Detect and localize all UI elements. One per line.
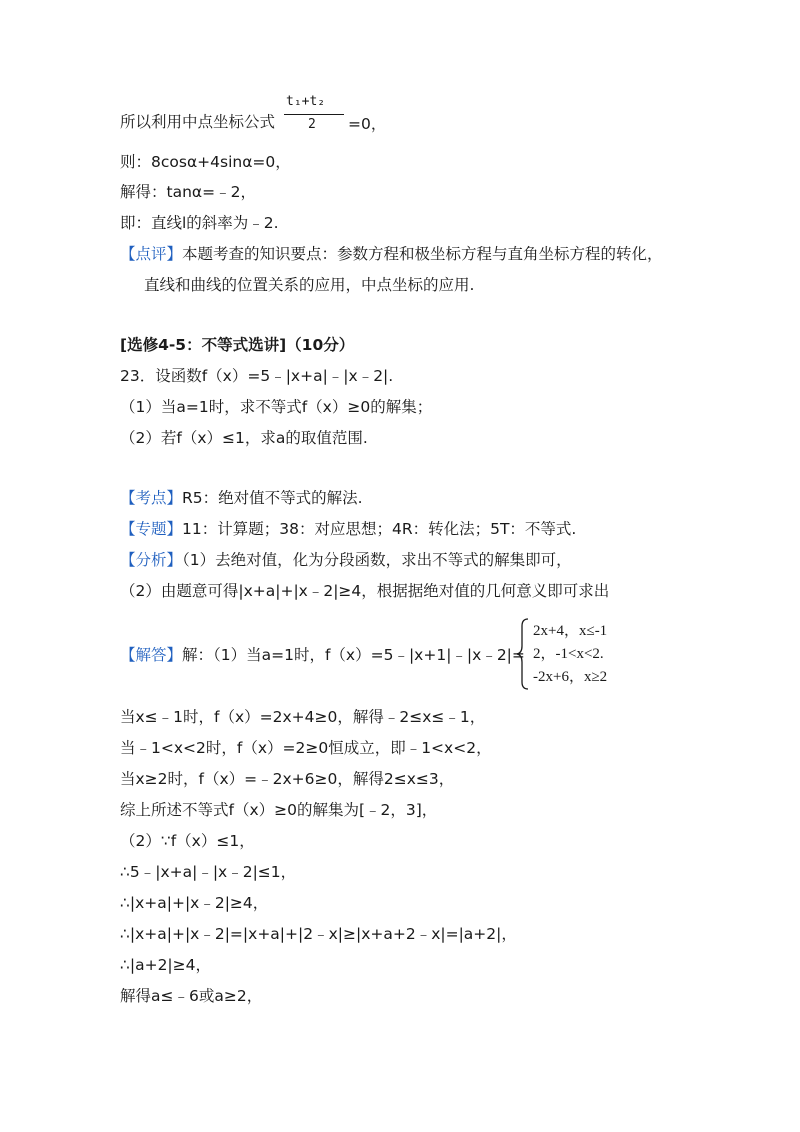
comment-line-2: 直线和曲线的位置关系的应用，中点坐标的应用.: [144, 276, 475, 294]
comment-line-1: [120, 244, 663, 264]
piecewise-cases: [533, 620, 607, 689]
kaodian-tag: 【考点】: [120, 489, 183, 507]
left-brace-icon: [516, 618, 530, 690]
kaodian-text: R5：绝对值不等式的解法.: [182, 489, 363, 507]
fenxi-tag: 【分析】: [120, 551, 183, 569]
problem-question-2: （2）若f（x）≤1，求a的取值范围.: [120, 429, 368, 447]
solution-line-4: 综上所述不等式f（x）≥0的解集为[﹣2，3]，: [120, 801, 438, 819]
solution-line-6: ∴5﹣|x+a|﹣|x﹣2|≤1，: [120, 863, 297, 881]
solution-line-9: ∴|a+2|≥4，: [120, 956, 212, 974]
fenxi-line-1: [120, 550, 572, 570]
jieda-line: [120, 645, 525, 665]
solution-line-7: ∴|x+a|+|x﹣2|≥4，: [120, 894, 269, 912]
fraction-tail: =0，: [348, 115, 387, 133]
case-3: -2x+6，x≥2: [533, 669, 608, 685]
case-2: 2，-1<x<2.: [533, 646, 604, 662]
comment-text-1: 本题考查的知识要点：参数方程和极坐标方程与直角坐标方程的转化，: [182, 245, 663, 263]
fraction-bar: [284, 114, 344, 115]
zhuanti-tag: 【专题】: [120, 520, 183, 538]
solution-line-5: （2）∵f（x）≤1，: [120, 832, 255, 850]
line-slope: 即：直线l的斜率为﹣2.: [120, 214, 279, 232]
line-midpoint-formula: [120, 112, 275, 132]
midpoint-text: 所以利用中点坐标公式: [120, 113, 276, 131]
jieda-tag: 【解答】: [120, 646, 183, 664]
solution-line-3: 当x≥2时，f（x）=﹣2x+6≥0，解得2≤x≤3，: [120, 770, 455, 788]
fraction-denominator: 2: [308, 117, 316, 132]
fenxi-line-2: （2）由题意可得|x+a|+|x﹣2|≥4，根据据绝对值的几何意义即可求出: [120, 582, 610, 600]
zhuanti-line: [120, 519, 576, 539]
solution-line-1: 当x≤﹣1时，f（x）=2x+4≥0，解得﹣2≤x≤﹣1，: [120, 708, 486, 726]
solution-line-2: 当﹣1<x<2时，f（x）=2≥0恒成立，即﹣1<x<2，: [120, 739, 492, 757]
problem-question-1: （1）当a=1时，求不等式f（x）≥0的解集；: [120, 398, 433, 416]
fraction: [284, 94, 346, 140]
section-header: [选修4-5：不等式选讲]（10分）: [120, 336, 355, 354]
case-1: 2x+4，x≤-1: [533, 623, 608, 639]
kaodian-line: [120, 488, 363, 508]
solution-line-10: 解得a≤﹣6或a≥2，: [120, 987, 263, 1005]
fraction-numerator: t₁+t₂: [286, 94, 326, 109]
solution-line-8: ∴|x+a|+|x﹣2|=|x+a|+|2﹣x|≥|x+a+2﹣x|=|a+2|，: [120, 925, 517, 943]
line-equation: 则：8cosα+4sinα=0，: [120, 153, 291, 171]
fenxi-text-1: （1）去绝对值，化为分段函数，求出不等式的解集即可，: [182, 551, 572, 569]
jieda-text: 解：（1）当a=1时，f（x）=5﹣|x+1|﹣|x﹣2|=: [182, 646, 525, 664]
problem-statement: 23．设函数f（x）=5﹣|x+a|﹣|x﹣2|.: [120, 367, 394, 385]
line-tan-solution: 解得：tanα=﹣2，: [120, 183, 256, 201]
zhuanti-text: 11：计算题；38：对应思想；4R：转化法；5T：不等式.: [182, 520, 577, 538]
comment-tag: 【点评】: [120, 245, 183, 263]
